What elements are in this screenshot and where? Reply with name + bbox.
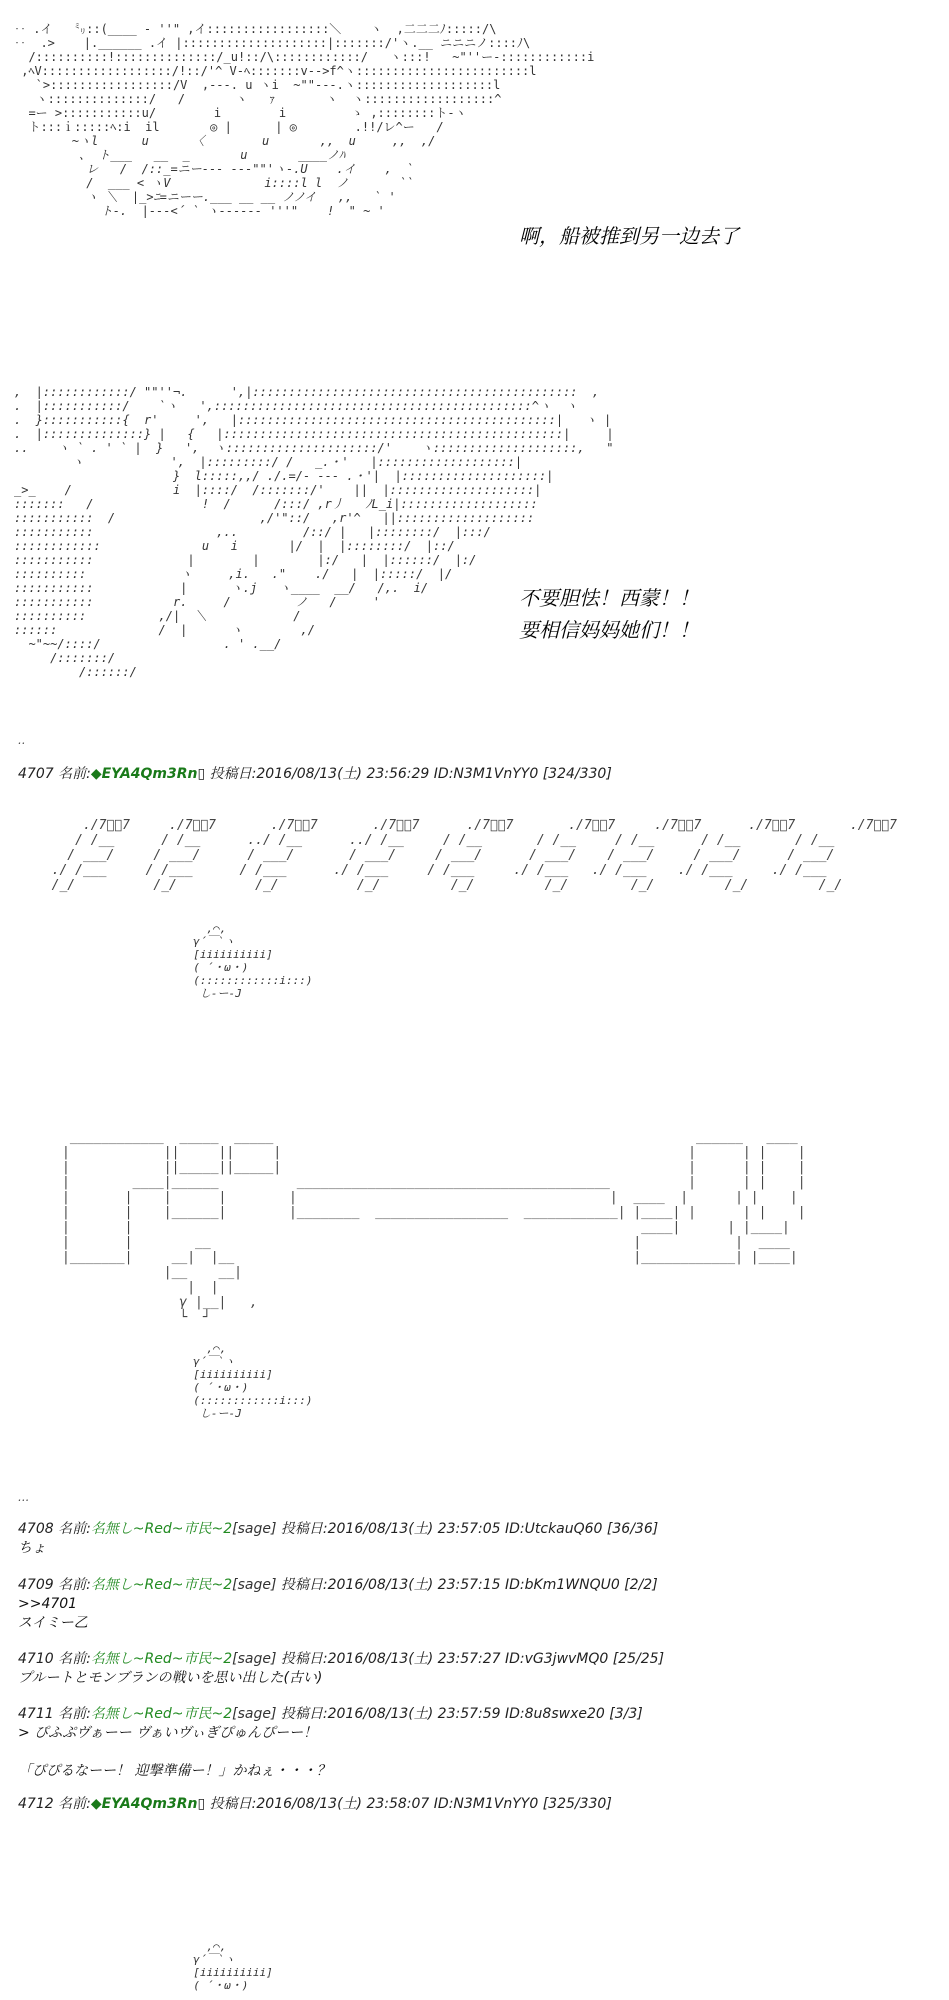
post-date: 2016/08/13(土) 23:57:59 (327, 1706, 501, 1722)
sage-tag: [sage] (232, 1706, 277, 1722)
post-body: > ぴふぷヴぁーー ヴぁいヴぃぎぴゅんぴーー！ 「ぴぴるなーー！ 迎撃準備ー！」かねぇ・・・？ (18, 1725, 331, 1779)
post-date: 2016/08/13(土) 23:57:27 (327, 1651, 501, 1667)
ascii-art-big-text: ____________ _____ _____ ______ ____ | || || | | | | | | ||_____||_____| | | | | | ____|______ ________________________________________ | | | | | | | | | | ____ | | | | | | |______| |________ _________________ ____________| |____| | | | | | | ____| | |____| | | __ | | ____ |_______| __| |__ |____________| |____| |__ __| | | γ |__| , └ ┘ (62, 1130, 806, 1325)
narration-line-1: 不要胆怯！西蒙！！ (519, 586, 699, 610)
post-date: 2016/08/13(土) 23:56:29 (256, 766, 430, 782)
post-4711 (18, 1705, 929, 1781)
narration-text-1: 啊，船被推到另一边去了 (519, 224, 739, 248)
ascii-art-character-3: ,⌒, γ´￣`ヽ [iiiiiiiiii] ( ´・ω・) (193, 1940, 273, 1992)
sage-tag: [sage] (232, 1521, 277, 1537)
post-count: [2/2] (624, 1577, 658, 1593)
sage-tag: [sage] (232, 1651, 277, 1667)
name-label: 名前: (58, 766, 91, 782)
poster-id[interactable]: ID:8u8swxe20 (505, 1706, 605, 1722)
ascii-art-figure-embrace: , |::::::::::::/ ""''¬. ',|::::::::::::::::::::::::::::::::::::::::::::: , . |:::::::::::/ `ヽ ',::::::::::::::::::::::::::::::::::::::::::::^ヽ ヽ . }:::::::::::{ r' ', |::::::::::::::::::::::::::::::::::::::::::::| ヽ | . |::::::::::::::} | { |:::::::::::::::::::::::::::::::::::::::::::::::| | .. ヽ ` . ' ` | } ', ヽ:::::::::::::::::::::/' ヽ::::::::::::::::::::, " ヽ ', |:::::::::/ / _.・' |:::::::::::::::::::| } l:::::,,/ ./.=/- --- .・'| |::::::::::::::::::::| _>_ / i |::::/ /:::::::/' || |::::::::::::::::::::| ::::::: / ! / /:::/ ,r丿 ﾉL_i|::::::::::::::::::: ::::::::::: / ,/'"::/ ,r'^ ||::::::::::::::::::: ::::::::::: ,.. /::/ | |::::::::/ |:::/ :::::::::::: u i |/ | |::::::::/ |::/ ::::::::::: | | |:/ | |::::::/ |:/ :::::::::: ヽ ,i. ." ./ | |:::::/ |/ ::::::::::: | ヽ.j ヽ____ __/ /,. i/ ::::::::::: r. / ノ / ' :::::::::: ,/| ＼ / :::::: / | ヽ ,/ ~"~~/::::/ . ' .__/ /:::::::/ /::::::/ (14, 385, 614, 679)
poster-name: ◆EYA4Qm3Rn (90, 766, 198, 782)
ascii-art-character-2: ,⌒, γ´￣`ヽ [iiiiiiiiii] ( ´・ω・) (::::::::::::i:::) し-ー-J (193, 1342, 313, 1420)
narration-line-2: 要相信妈妈她们！！ (519, 618, 699, 642)
post-count: [3/3] (609, 1706, 643, 1722)
separator-dots: .. (18, 733, 26, 747)
poster-id[interactable]: ID:UtckauQ60 (505, 1521, 603, 1537)
post-number[interactable]: 4711 (18, 1706, 54, 1722)
post-number[interactable]: 4707 (18, 766, 54, 782)
sage-tag: [sage] (232, 1577, 277, 1593)
poster-name: 名無し~Red~市民~2 (90, 1706, 233, 1722)
post-header (18, 1705, 929, 1724)
post-mark: ▯ (197, 766, 206, 782)
ascii-art-gogogo: ./7ﾞﾞ7 ./7ﾞﾞ7 ./7ﾞﾞ7 ./7ﾞﾞ7 ./7ﾞﾞ7 ./7ﾞﾞ7 ./7ﾞﾞ7 ./7ﾞﾞ7 ./7ﾞﾞ7 / /__ / /__ ../ /__ ../ /__ / /__ / /__ / /__ / /__ / /__ / ___/ / ___/ / ___/ / ___/ / ___/ / ___/ / ___/ / ___/ / ___/ ./ /___ / /___ / /___ ./ /___ / /___ ./ /___ ./ /___ ./ /___ ./ /___ /_/ /_/ /_/ /_/ /_/ /_/ /_/ /_/ /_/ (51, 818, 897, 893)
post-count: [36/36] (606, 1521, 659, 1537)
name-label: 名前: (58, 1796, 91, 1812)
date-label: 投稿日: (209, 1796, 257, 1812)
post-header (18, 1520, 929, 1539)
date-label: 投稿日: (280, 1577, 328, 1593)
post-header (18, 1650, 929, 1669)
post-count: [25/25] (612, 1651, 665, 1667)
post-header (18, 1576, 929, 1595)
post-number[interactable]: 4709 (18, 1577, 54, 1593)
post-4707 (18, 765, 929, 784)
poster-name: 名無し~Red~市民~2 (90, 1651, 233, 1667)
poster-id[interactable]: ID:N3M1VnYY0 (433, 1796, 539, 1812)
name-label: 名前: (58, 1651, 91, 1667)
date-label: 投稿日: (280, 1521, 328, 1537)
ascii-art-character-1: ,⌒, γ´￣`ヽ [iiiiiiiiii] ( ´・ω・) (::::::::::::i:::) し-ー-J (193, 922, 313, 1000)
post-body: プルートとモンブランの戦いを思い出した(古い) (18, 1670, 323, 1686)
post-count: [325/330] (542, 1796, 612, 1812)
name-label: 名前: (58, 1521, 91, 1537)
post-date: 2016/08/13(土) 23:57:15 (327, 1577, 501, 1593)
poster-id[interactable]: ID:bKm1WNQU0 (505, 1577, 620, 1593)
ascii-art-shocked-face: ‥ .イ ㍉::(____ - ''" ,イ:::::::::::::::::＼ ヽ ,二二二ﾉ:::::/\ ‥ .> |.______ .イ |::::::::::::::::::::|:::::::/'ヽ.__ ニニニノ::::ﾉ\ /::::::::::!::::::::::::::/_u!::/\::::::::::::/ ヽ:::! ~"''ー-::::::::::::i ,ﾍV::::::::::::::::::/!::/'^ V-ﾍ:::::::v-->f^ヽ::::::::::::::::::::::::l `>:::::::::::::::::/V ,---. u ヽi ~""---.ヽ:::::::::::::::::::l ヽ::::::::::::::/ / ヽ ｧ ヽ ヽ::::::::::::::::::^ =ー >:::::::::::u/ i i ゝ ,::::::::ト-ヽ ト:::ｉ:::::ﾍ:i il ◎ | | ◎ .!!/レ^ー / ~ヽl u 〈 u ,, u ,, ,/ 、 ト___ __ _ u ____ノﾊ レ / /::_=ニー--- ---""'ヽ-.U .イ , ` / ___ < ヽV i::::l l ノ `` ヽ ＼ |_>ﾆ=ニーー.___ __ __ ノノイ ,, ` ' ト-. |---<´ ` ヽ------ '''" ! " ~ ' (14, 22, 595, 218)
separator-dots-2: ... (18, 1490, 30, 1504)
post-number[interactable]: 4710 (18, 1651, 54, 1667)
post-date: 2016/08/13(土) 23:58:07 (256, 1796, 430, 1812)
name-label: 名前: (58, 1706, 91, 1722)
post-date: 2016/08/13(土) 23:57:05 (327, 1521, 501, 1537)
post-number[interactable]: 4708 (18, 1521, 54, 1537)
date-label: 投稿日: (280, 1651, 328, 1667)
post-4712 (18, 1795, 929, 1814)
post-mark: ▯ (197, 1796, 206, 1812)
post-header (18, 765, 929, 784)
poster-id[interactable]: ID:N3M1VnYY0 (433, 766, 539, 782)
narration-text-2 (519, 582, 699, 646)
name-label: 名前: (58, 1577, 91, 1593)
poster-id[interactable]: ID:vG3jwvMQ0 (505, 1651, 609, 1667)
poster-name: ◆EYA4Qm3Rn (90, 1796, 198, 1812)
post-body: >>4701 スイミー乙 (18, 1596, 88, 1631)
post-header (18, 1795, 929, 1814)
poster-name: 名無し~Red~市民~2 (90, 1577, 233, 1593)
post-body: ちょ (18, 1540, 46, 1556)
date-label: 投稿日: (209, 766, 257, 782)
date-label: 投稿日: (280, 1706, 328, 1722)
post-4709 (18, 1576, 929, 1633)
post-4710 (18, 1650, 929, 1688)
post-number[interactable]: 4712 (18, 1796, 54, 1812)
post-count: [324/330] (542, 766, 612, 782)
post-4708 (18, 1520, 929, 1558)
poster-name: 名無し~Red~市民~2 (90, 1521, 233, 1537)
